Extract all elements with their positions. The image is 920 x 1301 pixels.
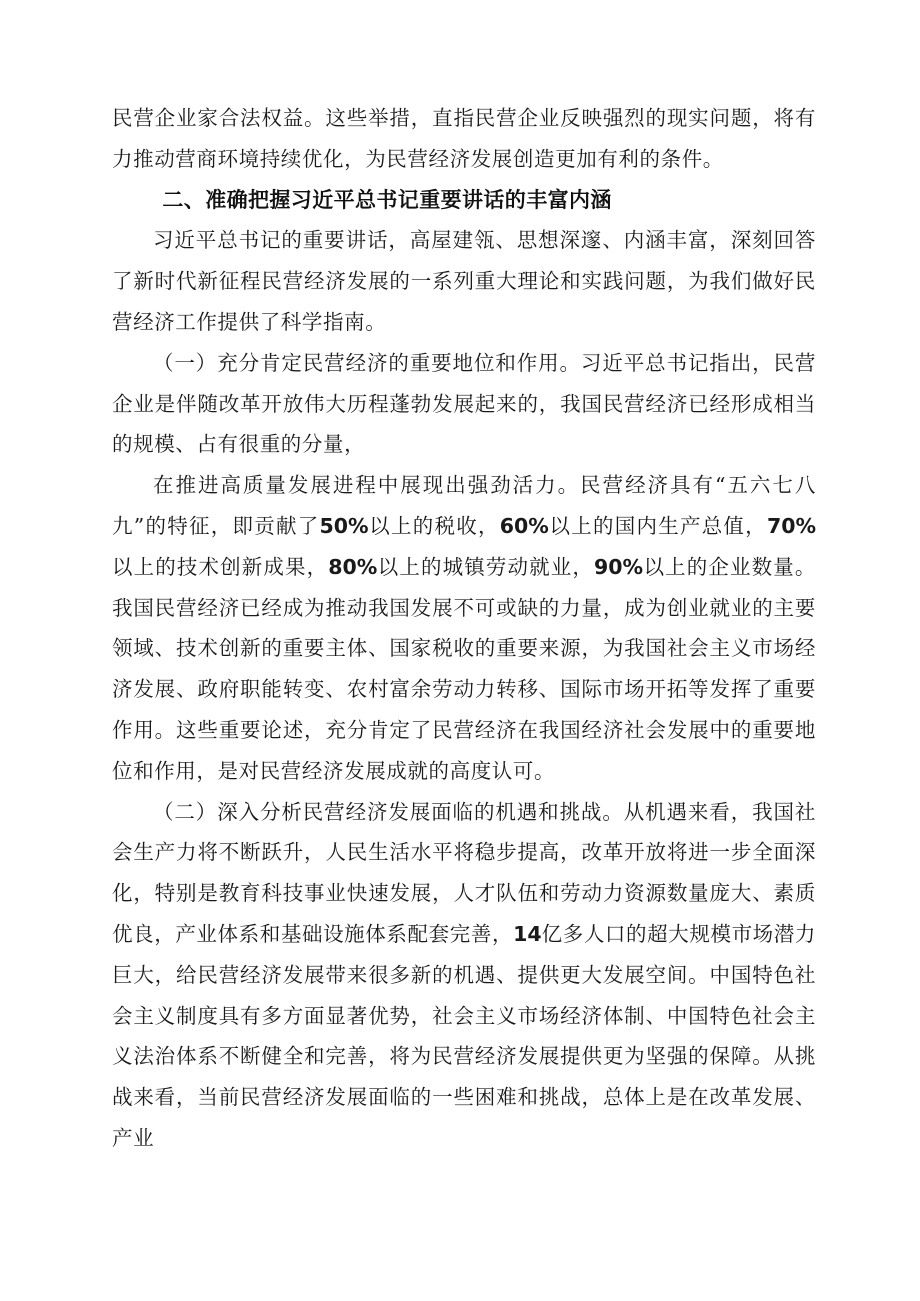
paragraph-point-two: [112, 792, 816, 1159]
paragraph-continued: 民营企业家合法权益。这些举措，直指民营企业反映强烈的现实问题，将有力推动营商环境持续优化，为民营经济发展创造更加有利的条件。: [112, 106, 816, 171]
text-segment: 以上的技术创新成果，: [112, 554, 329, 579]
percentage-value: 50%: [319, 513, 369, 538]
text-segment: 以上的税收，: [368, 513, 500, 538]
percentage-value: 70%: [766, 513, 817, 538]
text-segment: 以上的国内生产总值，: [548, 513, 767, 538]
population-value: 14: [513, 921, 542, 946]
document-body: [112, 98, 816, 1159]
section-heading: 二、准确把握习近平总书记重要讲话的丰富内涵: [162, 187, 612, 212]
paragraph-statistics: [112, 465, 816, 791]
text-segment: 亿多人口的超大规模市场潜力巨大，给民营经济发展带来很多新的机遇、提供更大发展空间。中国特色社会主义制度具有多方面显著优势，社会主义市场经济体制、中国特色社会主义法治体系不断健全和完善，将为民营经济发展提供更为坚强的保障。从挑战来看，当前民营经济发展面临的一些困难和挑战，总体上是在改革发展、产业: [112, 921, 816, 1150]
paragraph-point-one: （一）充分肯定民营经济的重要地位和作用。习近平总书记指出，民营企业是伴随改革开放伟大历程蓬勃发展起来的，我国民营经济已经形成相当的规模、占有很重的分量，: [112, 350, 816, 457]
text-segment: 以上的企业数量。我国民营经济已经成为推动我国发展不可或缺的力量，成为创业就业的主要领域、技术创新的重要主体、国家税收的重要来源，为我国社会主义市场经济发展、政府职能转变、农村富余劳动力转移、国际市场开拓等发挥了重要作用。这些重要论述，充分肯定了民营经济在我国经济社会发展中的重要地位和作用，是对民营经济发展成就的高度认可。: [112, 554, 816, 783]
percentage-value: 60%: [499, 513, 549, 538]
paragraph-intro: 习近平总书记的重要讲话，高屋建瓴、思想深邃、内涵丰富，深刻回答了新时代新征程民营经济发展的一系列重大理论和实践问题，为我们做好民营经济工作提供了科学指南。: [112, 228, 816, 334]
text-segment: 在推进高质量发展进程中展现出强劲活力。民营经济具有“五六七八九”的特征，即贡献了: [112, 473, 816, 538]
percentage-value: 90%: [593, 554, 644, 579]
percentage-value: 80%: [328, 554, 378, 579]
text-segment: （二）深入分析民营经济发展面临的机遇和挑战。从机遇来看，我国社会生产力将不断跃升，人民生活水平将稳步提高，改革开放将进一步全面深化，特别是教育科技事业快速发展，人才队伍和劳动力资源数量庞大、素质优良，产业体系和基础设施体系配套完善，: [112, 799, 816, 946]
text-segment: 以上的城镇劳动就业，: [377, 554, 594, 579]
